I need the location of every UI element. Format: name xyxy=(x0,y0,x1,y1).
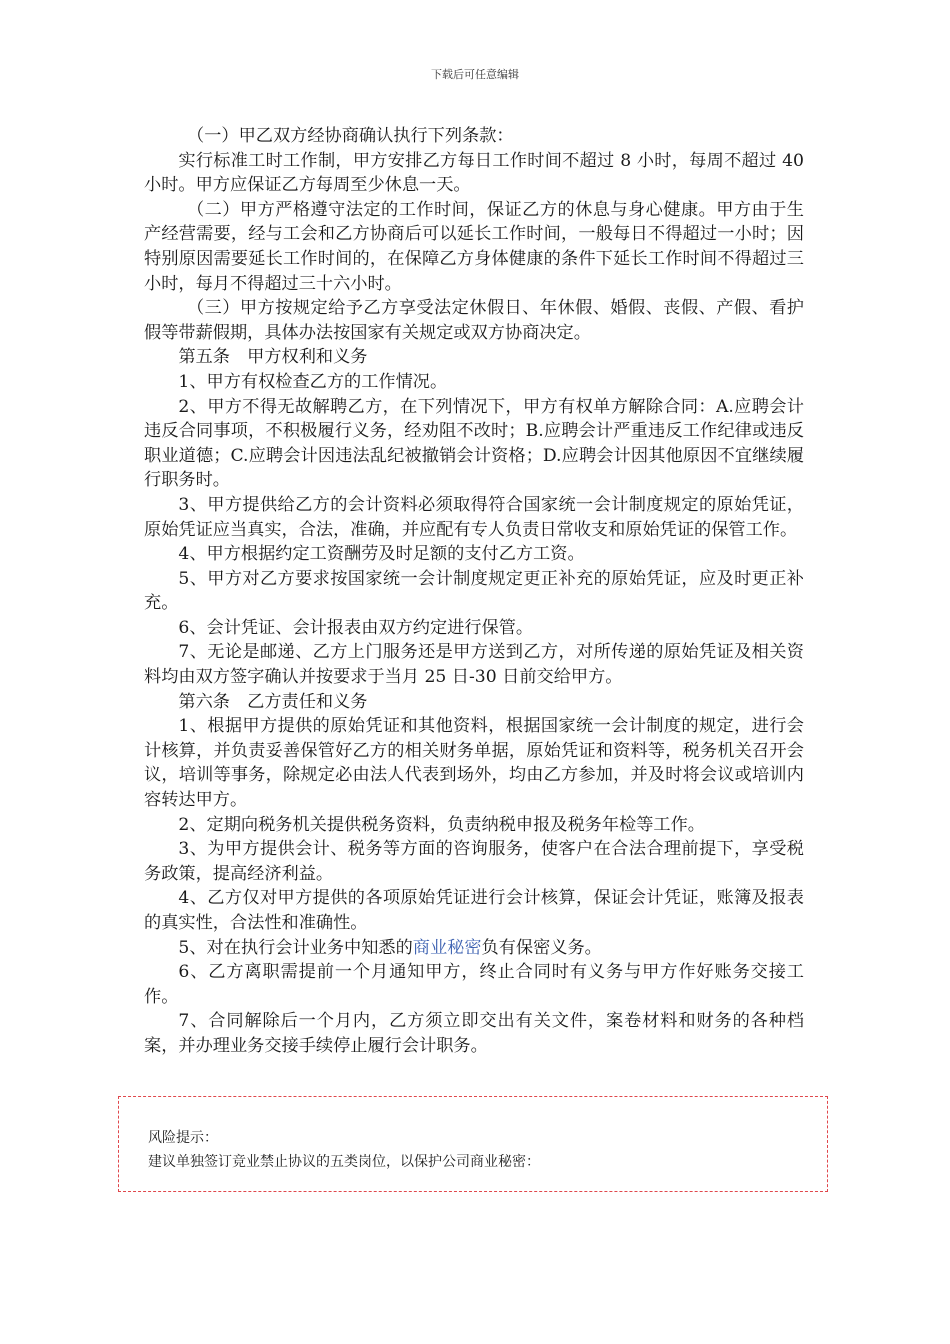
document-body xyxy=(144,124,804,1059)
paragraph: 4、乙方仅对甲方提供的各项原始凭证进行会计核算，保证会计凭证，账簿及报表的真实性，合法性和准确性。 xyxy=(144,888,804,933)
paragraph: 7、无论是邮递、乙方上门服务还是甲方送到乙方，对所传递的原始凭证及相关资料均由双方签字确认并按要求于当月 25 日-30 日前交给甲方。 xyxy=(144,642,804,688)
paragraph: 实行标准工时工作制，甲方安排乙方每日工作时间不超过 8 小时，每周不超过 40 小时。甲方应保证乙方每周至少休息一天。 xyxy=(144,150,804,196)
section-heading: 第六条 乙方责任和义务 xyxy=(178,691,368,712)
paragraph: 3、为甲方提供会计、税务等方面的咨询服务，使客户在合法合理前提下，享受税务政策，提高经济利益。 xyxy=(144,839,804,884)
paragraph: 4、甲方根据约定工资酬劳及时足额的支付乙方工资。 xyxy=(178,544,585,565)
paragraph: 6、会计凭证、会计报表由双方约定进行保管。 xyxy=(178,617,534,638)
paragraph: 5、甲方对乙方要求按国家统一会计制度规定更正补充的原始凭证，应及时更正补充。 xyxy=(144,568,804,614)
section-heading: 第五条 甲方权利和义务 xyxy=(178,347,368,368)
paragraph: 1、根据甲方提供的原始凭证和其他资料，根据国家统一会计制度的规定，进行会计核算，并负责妥善保管好乙方的相关财务单据，原始凭证和资料等，税务机关召开会议，培训等事务，除规定必由法人代表到场外，均由乙方参加，并及时将会议或培训内容转达甲方。 xyxy=(144,716,804,811)
paragraph: 2、定期向税务机关提供税务资料，负责纳税申报及税务年检等工作。 xyxy=(178,814,705,835)
paragraph xyxy=(144,936,804,961)
paragraph: 3、甲方提供给乙方的会计资料必须取得符合国家统一会计制度规定的原始凭证，原始凭证应当真实，合法，准确，并应配有专人负责日常收支和原始凭证的保管工作。 xyxy=(144,494,804,540)
risk-text: 建议单独签订竞业禁止协议的五类岗位，以保护公司商业秘密： xyxy=(148,1154,540,1170)
paragraph: 7、合同解除后一个月内，乙方须立即交出有关文件，案卷材料和财务的各种档案，并办理业务交接手续停止履行会计职务。 xyxy=(144,1011,804,1056)
paragraph: （一）甲乙双方经协商确认执行下列条款： xyxy=(187,126,514,146)
paragraph-text: 5、对在执行会计业务中知悉的 xyxy=(178,937,413,958)
paragraph: 6、乙方离职需提前一个月通知甲方，终止合同时有义务与甲方作好账务交接工作。 xyxy=(144,962,804,1007)
risk-notice-box xyxy=(118,1096,828,1192)
paragraph: 1、甲方有权检查乙方的工作情况。 xyxy=(178,371,448,392)
risk-title: 风险提示： xyxy=(148,1130,218,1146)
paragraph: （三）甲方按规定给予乙方享受法定休假日、年休假、婚假、丧假、产假、看护假等带薪假期，具体办法按国家有关规定或双方协商决定。 xyxy=(144,298,804,343)
paragraph: （二）甲方严格遵守法定的工作时间，保证乙方的休息与身心健康。甲方由于生产经营需要，经与工会和乙方协商后可以延长工作时间，一般每日不得超过一小时；因特别原因需要延长工作时间的，在保障乙方身体健康的条件下延长工作时间不得超过三小时，每月不得超过三十六小时。 xyxy=(144,199,804,294)
paragraph: 2、甲方不得无故解聘乙方，在下列情况下，甲方有权单方解除合同：A.应聘会计违反合同事项，不积极履行义务，经劝阻不改时；B.应聘会计严重违反工作纪律或违反职业道德；C.应聘会计因违法乱纪被撤销会计资格；D.应聘会计因其他原因不宜继续履行职务时。 xyxy=(144,396,804,491)
page-header: 下载后可任意编辑 xyxy=(431,68,519,81)
trade-secret-link[interactable]: 商业秘密 xyxy=(412,937,482,958)
paragraph-text: 负有保密义务。 xyxy=(481,937,602,958)
